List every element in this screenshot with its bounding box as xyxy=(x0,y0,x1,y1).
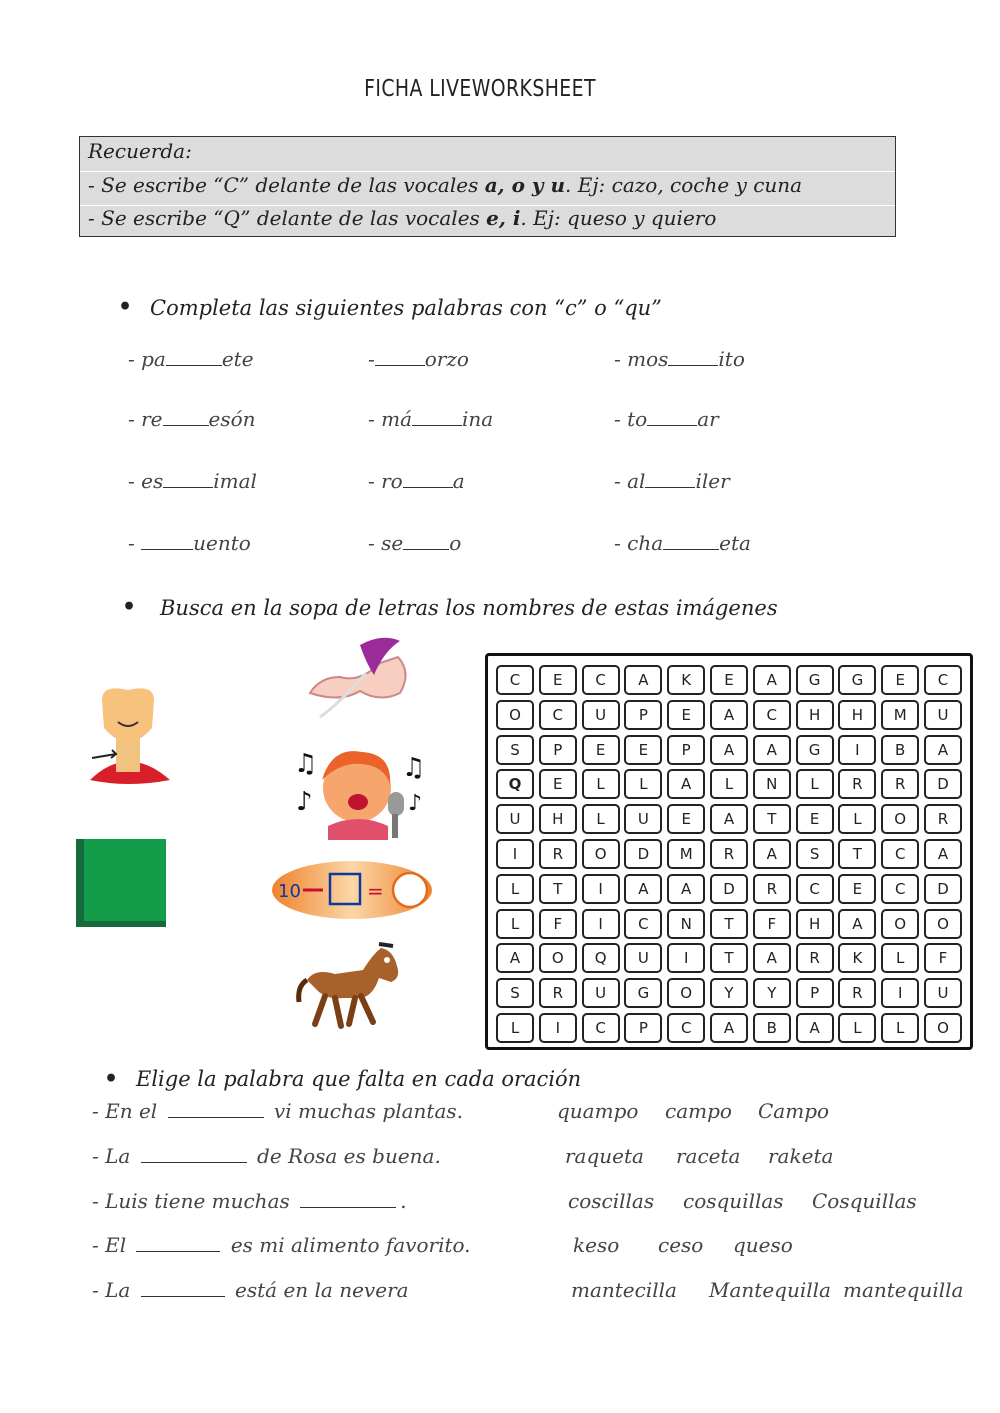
grid-cell[interactable]: I xyxy=(582,909,620,939)
grid-cell[interactable]: R xyxy=(753,874,791,904)
fill-word: - se o xyxy=(368,531,462,555)
subtraction-number: 10 xyxy=(278,881,301,902)
grid-cell[interactable]: A xyxy=(710,1013,748,1043)
grid-cell[interactable]: U xyxy=(582,700,620,730)
grid-cell[interactable]: L xyxy=(496,909,534,939)
grid-cell[interactable]: C xyxy=(881,839,919,869)
answer-option[interactable]: raceta xyxy=(676,1144,741,1168)
grid-cell[interactable]: I xyxy=(667,943,705,973)
grid-cell[interactable]: R xyxy=(838,769,876,799)
fill-word: - al iler xyxy=(614,469,730,493)
answer-blank[interactable] xyxy=(645,469,695,488)
section1-instruction: Completa las siguientes palabras con “c” o “qu” xyxy=(150,296,662,320)
grid-cell[interactable]: I xyxy=(582,874,620,904)
grid-cell[interactable]: E xyxy=(710,665,748,695)
grid-cell[interactable]: P xyxy=(667,735,705,765)
grid-cell[interactable]: S xyxy=(496,735,534,765)
grid-cell[interactable]: F xyxy=(924,943,962,973)
grid-cell[interactable]: C xyxy=(582,1013,620,1043)
svg-text:♫: ♫ xyxy=(402,753,426,783)
grid-cell[interactable]: B xyxy=(753,1013,791,1043)
answer-blank[interactable] xyxy=(141,1278,225,1297)
grid-cell[interactable]: A xyxy=(924,839,962,869)
answer-blank[interactable] xyxy=(668,347,718,366)
grid-cell[interactable]: O xyxy=(496,700,534,730)
grid-cell[interactable]: A xyxy=(624,665,662,695)
answer-option[interactable]: mantequilla xyxy=(843,1278,964,1302)
grid-cell[interactable]: T xyxy=(838,839,876,869)
fill-word: - mos ito xyxy=(614,347,745,371)
grid-cell[interactable]: F xyxy=(753,909,791,939)
answer-blank[interactable] xyxy=(141,1144,247,1163)
grid-cell[interactable]: G xyxy=(624,978,662,1008)
fill-word: - orzo xyxy=(368,347,469,371)
singer-picture xyxy=(292,740,432,840)
grid-cell[interactable]: T xyxy=(710,943,748,973)
grid-cell[interactable]: G xyxy=(838,665,876,695)
section2-instruction: Busca en la sopa de letras los nombres de estas imágenes xyxy=(160,596,778,620)
grid-cell[interactable]: O xyxy=(924,909,962,939)
answer-option[interactable]: Cosquillas xyxy=(812,1189,917,1213)
bullet-icon: • xyxy=(104,1066,119,1092)
grid-cell[interactable]: E xyxy=(796,804,834,834)
grid-cell[interactable]: L xyxy=(710,769,748,799)
grid-cell[interactable]: I xyxy=(838,735,876,765)
grid-cell[interactable]: L xyxy=(496,1013,534,1043)
grid-cell[interactable]: H xyxy=(539,804,577,834)
grid-cell[interactable]: K xyxy=(667,665,705,695)
grid-cell[interactable]: O xyxy=(881,804,919,834)
grid-cell[interactable]: E xyxy=(539,769,577,799)
grid-cell[interactable]: E xyxy=(881,665,919,695)
bullet-icon: • xyxy=(118,294,133,320)
grid-cell[interactable]: A xyxy=(753,943,791,973)
grid-cell[interactable]: U xyxy=(624,804,662,834)
grid-cell[interactable]: C xyxy=(753,700,791,730)
fill-word: - cha eta xyxy=(614,531,751,555)
grid-cell[interactable]: A xyxy=(710,804,748,834)
grid-cell[interactable]: P xyxy=(796,978,834,1008)
grid-cell[interactable]: A xyxy=(710,700,748,730)
grid-cell[interactable]: L xyxy=(881,943,919,973)
answer-blank[interactable] xyxy=(403,531,449,550)
reminder-heading: Recuerda: xyxy=(88,139,192,163)
answer-blank[interactable] xyxy=(141,531,193,550)
grid-cell[interactable]: M xyxy=(881,700,919,730)
grid-cell[interactable]: A xyxy=(753,665,791,695)
fill-word: - uento xyxy=(128,531,251,555)
grid-cell[interactable]: D xyxy=(710,874,748,904)
grid-cell[interactable]: H xyxy=(838,700,876,730)
grid-cell[interactable]: C xyxy=(667,1013,705,1043)
grid-cell[interactable]: Y xyxy=(753,978,791,1008)
answer-blank[interactable] xyxy=(647,407,697,426)
grid-cell[interactable]: I xyxy=(881,978,919,1008)
grid-cell[interactable]: O xyxy=(881,909,919,939)
subtraction-picture xyxy=(270,858,435,922)
grid-cell[interactable]: U xyxy=(496,804,534,834)
answer-option[interactable]: cosquillas xyxy=(683,1189,784,1213)
grid-cell[interactable]: M xyxy=(667,839,705,869)
grid-cell[interactable]: I xyxy=(496,839,534,869)
grid-cell[interactable]: C xyxy=(924,665,962,695)
page-title: FICHA LIVEWORKSHEET xyxy=(364,76,596,102)
grid-cell[interactable]: O xyxy=(924,1013,962,1043)
answer-option[interactable]: keso xyxy=(573,1233,620,1257)
grid-cell[interactable]: G xyxy=(796,735,834,765)
fill-word: - es imal xyxy=(128,469,257,493)
grid-cell[interactable]: P xyxy=(624,1013,662,1043)
grid-cell[interactable]: C xyxy=(881,874,919,904)
grid-cell[interactable]: K xyxy=(838,943,876,973)
grid-cell[interactable]: A xyxy=(753,735,791,765)
svg-text:♫: ♫ xyxy=(294,749,318,779)
answer-option[interactable]: quampo xyxy=(557,1099,639,1123)
neck-picture xyxy=(78,688,178,788)
answer-blank[interactable] xyxy=(403,469,453,488)
grid-cell[interactable]: C xyxy=(796,874,834,904)
sentence: - En el vi muchas plantas. xyxy=(92,1099,464,1123)
grid-cell[interactable]: A xyxy=(667,874,705,904)
svg-text:♪: ♪ xyxy=(408,791,423,816)
grid-cell[interactable]: N xyxy=(753,769,791,799)
grid-cell[interactable]: O xyxy=(539,943,577,973)
answer-option[interactable]: coscillas xyxy=(568,1189,655,1213)
grid-cell[interactable]: O xyxy=(667,978,705,1008)
grid-cell[interactable]: L xyxy=(796,769,834,799)
grid-cell[interactable]: S xyxy=(496,978,534,1008)
grid-cell[interactable]: C xyxy=(624,909,662,939)
grid-cell[interactable]: C xyxy=(582,665,620,695)
fill-word: - pa ete xyxy=(128,347,254,371)
grid-cell[interactable]: A xyxy=(753,839,791,869)
green-square-picture xyxy=(84,839,166,921)
grid-cell[interactable]: L xyxy=(582,769,620,799)
grid-cell[interactable]: T xyxy=(710,909,748,939)
answer-blank[interactable] xyxy=(375,347,425,366)
word-search-grid xyxy=(485,653,973,1050)
grid-cell[interactable]: D xyxy=(924,769,962,799)
grid-cell[interactable]: R xyxy=(796,943,834,973)
sentence: - La está en la nevera xyxy=(92,1278,409,1302)
grid-cell[interactable]: Y xyxy=(710,978,748,1008)
grid-cell[interactable]: L xyxy=(624,769,662,799)
reminder-line-q: - Se escribe “Q” delante de las vocales e, i. Ej: queso y quiero xyxy=(88,206,717,230)
grid-cell[interactable]: A xyxy=(838,909,876,939)
answer-blank[interactable] xyxy=(412,407,462,426)
grid-cell[interactable]: E xyxy=(539,665,577,695)
sentence: - Luis tiene muchas . xyxy=(92,1189,407,1213)
answer-option[interactable]: ceso xyxy=(658,1233,704,1257)
answer-option[interactable]: raketa xyxy=(768,1144,834,1168)
answer-blank[interactable] xyxy=(163,469,213,488)
grid-cell[interactable]: Q xyxy=(496,769,534,799)
grid-cell[interactable]: T xyxy=(753,804,791,834)
grid-cell[interactable]: G xyxy=(796,665,834,695)
grid-cell[interactable]: A xyxy=(796,1013,834,1043)
grid-cell[interactable]: D xyxy=(624,839,662,869)
answer-blank[interactable] xyxy=(136,1233,220,1252)
grid-cell[interactable]: B xyxy=(881,735,919,765)
grid-cell[interactable]: H xyxy=(796,700,834,730)
grid-cell[interactable]: U xyxy=(624,943,662,973)
reminder-line-c: - Se escribe “C” delante de las vocales a, o y u. Ej: cazo, coche y cuna xyxy=(88,173,803,197)
grid-cell[interactable]: E xyxy=(667,700,705,730)
grid-cell[interactable]: L xyxy=(838,1013,876,1043)
grid-cell[interactable]: E xyxy=(667,804,705,834)
answer-option[interactable]: queso xyxy=(733,1233,793,1257)
tickle-feather-picture xyxy=(300,633,420,729)
grid-cell[interactable]: N xyxy=(667,909,705,939)
grid-cell[interactable]: S xyxy=(796,839,834,869)
grid-cell[interactable]: U xyxy=(924,978,962,1008)
grid-cell[interactable]: F xyxy=(539,909,577,939)
grid-cell[interactable]: L xyxy=(496,874,534,904)
fill-word: - re esón xyxy=(128,407,256,431)
bullet-icon: • xyxy=(122,594,137,620)
equals-sign: = xyxy=(367,879,384,903)
fill-word: - to ar xyxy=(614,407,719,431)
answer-blank[interactable] xyxy=(168,1099,264,1118)
grid-cell[interactable]: P xyxy=(539,735,577,765)
grid-cell[interactable]: E xyxy=(838,874,876,904)
fill-word: - ro a xyxy=(368,469,465,493)
answer-option[interactable]: mantecilla xyxy=(571,1278,677,1302)
grid-cell[interactable]: U xyxy=(924,700,962,730)
grid-cell[interactable]: C xyxy=(496,665,534,695)
answer-option[interactable]: raqueta xyxy=(565,1144,644,1168)
grid-cell[interactable]: T xyxy=(539,874,577,904)
grid-cell[interactable]: L xyxy=(838,804,876,834)
grid-cell[interactable]: I xyxy=(539,1013,577,1043)
answer-blank[interactable] xyxy=(166,347,222,366)
grid-cell[interactable]: U xyxy=(582,978,620,1008)
section3-instruction: Elige la palabra que falta en cada oración xyxy=(136,1067,582,1091)
grid-cell[interactable]: E xyxy=(624,735,662,765)
grid-cell[interactable]: E xyxy=(582,735,620,765)
grid-cell[interactable]: O xyxy=(582,839,620,869)
grid-cell[interactable]: A xyxy=(667,769,705,799)
sentence: - La de Rosa es buena. xyxy=(92,1144,441,1168)
grid-cell[interactable]: A xyxy=(710,735,748,765)
grid-cell[interactable]: C xyxy=(539,700,577,730)
answer-blank[interactable] xyxy=(663,531,719,550)
grid-cell[interactable]: A xyxy=(924,735,962,765)
grid-cell[interactable]: R xyxy=(838,978,876,1008)
sentence: - El es mi alimento favorito. xyxy=(92,1233,471,1257)
svg-text:♪: ♪ xyxy=(296,787,313,817)
grid-cell[interactable]: R xyxy=(539,978,577,1008)
fill-word: - má ina xyxy=(368,407,494,431)
grid-cell[interactable]: H xyxy=(796,909,834,939)
answer-blank[interactable] xyxy=(163,407,209,426)
grid-cell[interactable]: A xyxy=(496,943,534,973)
grid-cell[interactable]: R xyxy=(924,804,962,834)
grid-cell[interactable]: D xyxy=(924,874,962,904)
grid-cell[interactable]: L xyxy=(582,804,620,834)
grid-cell[interactable]: L xyxy=(881,1013,919,1043)
grid-cell[interactable]: R xyxy=(539,839,577,869)
grid-cell[interactable]: P xyxy=(624,700,662,730)
horse-picture xyxy=(295,940,405,1032)
grid-cell[interactable]: Q xyxy=(582,943,620,973)
answer-option[interactable]: campo xyxy=(665,1099,732,1123)
grid-cell[interactable]: A xyxy=(624,874,662,904)
answer-option[interactable]: Mantequilla xyxy=(709,1278,831,1302)
reminder-box xyxy=(79,136,896,237)
grid-cell[interactable]: R xyxy=(881,769,919,799)
answer-blank[interactable] xyxy=(300,1189,396,1208)
answer-option[interactable]: Campo xyxy=(758,1099,830,1123)
grid-cell[interactable]: R xyxy=(710,839,748,869)
